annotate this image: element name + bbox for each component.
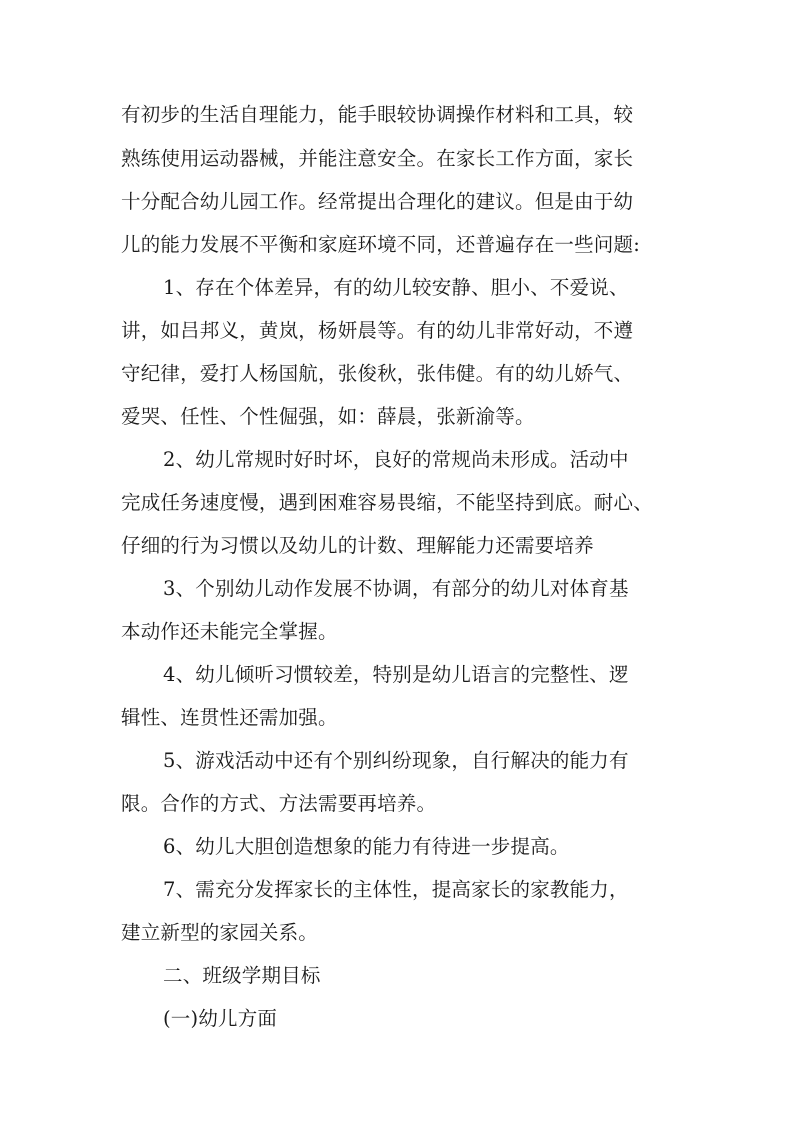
list-item-6: 6、幼儿大胆创造想象的能力有待进一步提高。 bbox=[163, 835, 570, 858]
paragraph-line: 完成任务速度慢，遇到困难容易畏缩，不能坚持到底。耐心、 bbox=[121, 491, 653, 514]
paragraph-line: 限。合作的方式、方法需要再培养。 bbox=[121, 792, 437, 815]
paragraph-line: 爱哭、任性、个性倔强，如：薛晨，张新渝等。 bbox=[121, 405, 535, 428]
list-item-3: 3、个别幼儿动作发展不协调，有部分的幼儿对体育基 bbox=[163, 577, 629, 600]
list-item-2: 2、幼儿常规时好时坏，良好的常规尚未形成。活动中 bbox=[163, 448, 629, 471]
list-item-4: 4、幼儿倾听习惯较差，特别是幼儿语言的完整性、逻 bbox=[163, 663, 629, 686]
paragraph-line: 讲，如吕邦义，黄岚，杨妍晨等。有的幼儿非常好动，不遵 bbox=[121, 319, 634, 342]
paragraph-line: 十分配合幼儿园工作。经常提出合理化的建议。但是由于幼 bbox=[121, 190, 634, 213]
list-item-5: 5、游戏活动中还有个别纠纷现象，自行解决的能力有 bbox=[163, 749, 629, 772]
paragraph-line: 儿的能力发展不平衡和家庭环境不同，还普遍存在一些问题: bbox=[121, 233, 640, 256]
list-item-7: 7、需充分发挥家长的主体性，提高家长的家教能力， bbox=[163, 878, 629, 901]
paragraph-line: 仔细的行为习惯以及幼儿的计数、理解能力还需要培养 bbox=[121, 534, 594, 557]
paragraph-line: 建立新型的家园关系。 bbox=[121, 921, 319, 944]
paragraph-line: 守纪律，爱打人杨国航，张俊秋，张伟健。有的幼儿娇气、 bbox=[121, 362, 634, 385]
list-item-1: 1、存在个体差异，有的幼儿较安静、胆小、不爱说、 bbox=[163, 276, 629, 299]
paragraph-line: 本动作还未能完全掌握。 bbox=[121, 620, 338, 643]
paragraph-line: 有初步的生活自理能力，能手眼较协调操作材料和工具，较 bbox=[121, 103, 634, 126]
paragraph-line: 辑性、连贯性还需加强。 bbox=[121, 706, 338, 729]
subsection-heading: (一)幼儿方面 bbox=[163, 1007, 278, 1030]
section-heading: 二、班级学期目标 bbox=[163, 964, 321, 987]
paragraph-line: 熟练使用运动器械，并能注意安全。在家长工作方面，家长 bbox=[121, 147, 634, 170]
